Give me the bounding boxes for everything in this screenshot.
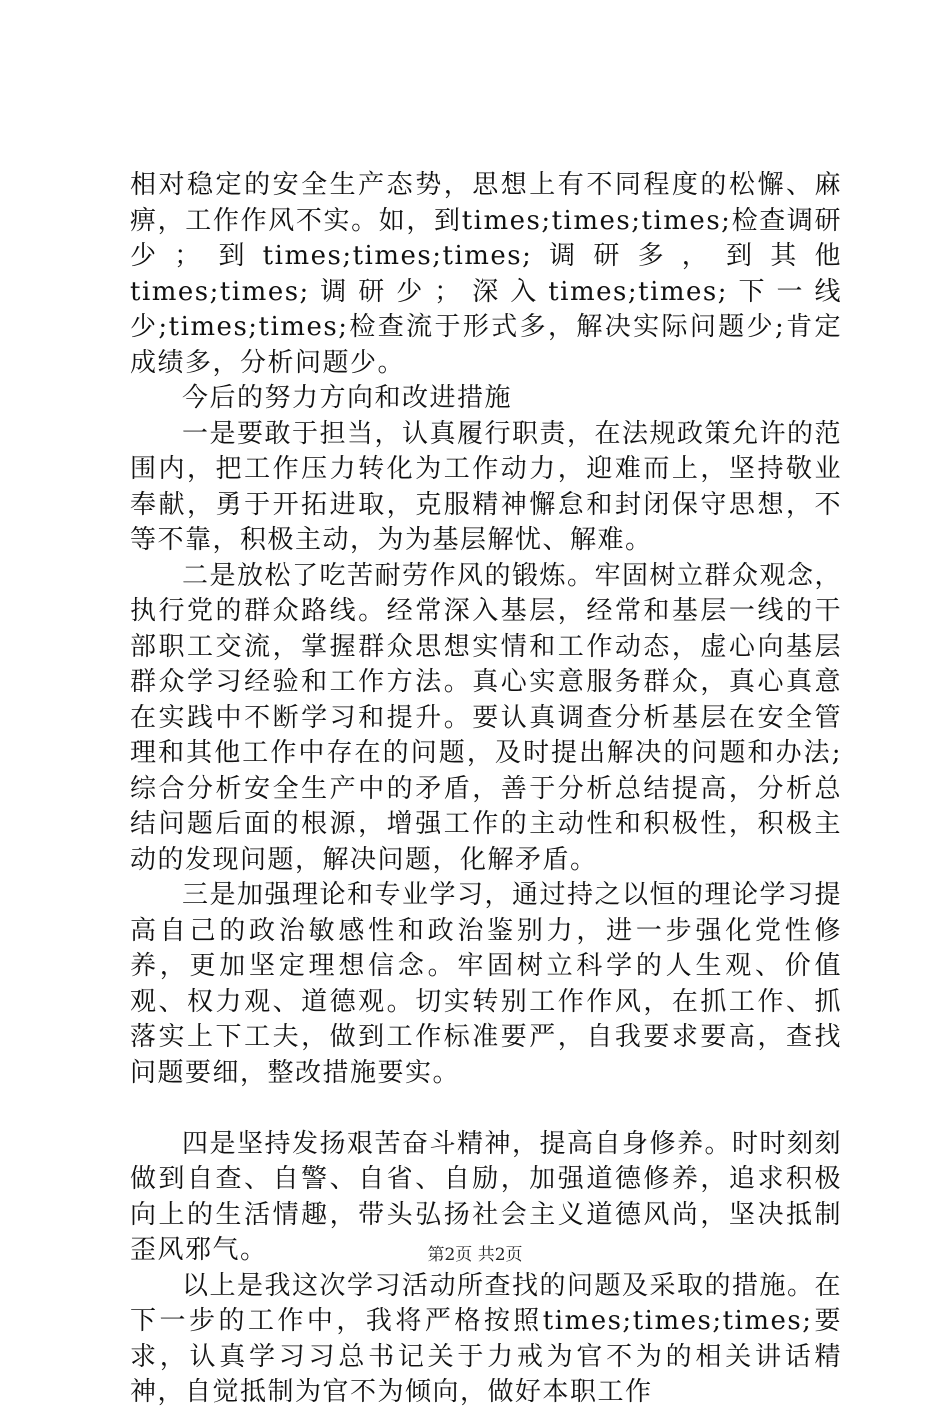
- paragraph-continuation: 相对稳定的安全生产态势，思想上有不同程度的松懈、麻痹，工作作风不实。如，到times;times;times;检查调研少；到times;times;times;调研多，到其他times;times;调研少；深入times;times;下一线少;times;times;检查流于形式多，解决实际问题少;肯定成绩多，分析问题少。: [130, 170, 842, 378]
- paragraph-point-three: 三是加强理论和专业学习，通过持之以恒的理论学习提高自己的政治敏感性和政治鉴别力，进一步强化党性修养，更加坚定理想信念。牢固树立科学的人生观、价值观、权力观、道德观。切实转别工作作风，在抓工作、抓落实上下工夫，做到工作标准要严，自我要求要高，查找问题要细，整改措施要实。: [130, 880, 843, 1088]
- paragraph-point-four: 四是坚持发扬艰苦奋斗精神，提高自身修养。时时刻刻做到自查、自警、自省、自励，加强道德修养，追求积极向上的生活情趣，带头弘扬社会主义道德风尚，坚决抵制歪风邪气。: [130, 1128, 843, 1265]
- document-body: [130, 168, 842, 1411]
- paragraph-point-one: 一是要敢于担当，认真履行职责，在法规政策允许的范围内，把工作压力转化为工作动力，迎难而上，坚持敬业奉献，勇于开拓进取，克服精神懈怠和封闭保守思想，不等不靠，积极主动，为为基层解忧、解难。: [130, 418, 843, 555]
- page-footer: 第2页 共2页: [427, 1245, 523, 1265]
- paragraph-conclusion: 以上是我这次学习活动所查找的问题及采取的措施。在下一步的工作中，我将严格按照times;times;times;要求，认真学习习总书记关于力戒为官不为的相关讲话精神，自觉抵制为官不为倾向，做好本职工作: [130, 1270, 843, 1407]
- paragraph-point-two: 二是放松了吃苦耐劳作风的锻炼。牢固树立群众观念，执行党的群众路线。经常深入基层，经常和基层一线的干部职工交流，掌握群众思想实情和工作动态，虚心向基层群众学习经验和工作方法。真心实意服务群众，真心真意在实践中不断学习和提升。要认真调查分析基层在安全管理和其他工作中存在的问题，及时提出解决的问题和办法;综合分析安全生产中的矛盾，善于分析总结提高，分析总结问题后面的根源，增强工作的主动性和积极性，积极主动的发现问题，解决问题，化解矛盾。: [130, 560, 843, 875]
- section-heading: 今后的努力方向和改进措施: [182, 383, 513, 413]
